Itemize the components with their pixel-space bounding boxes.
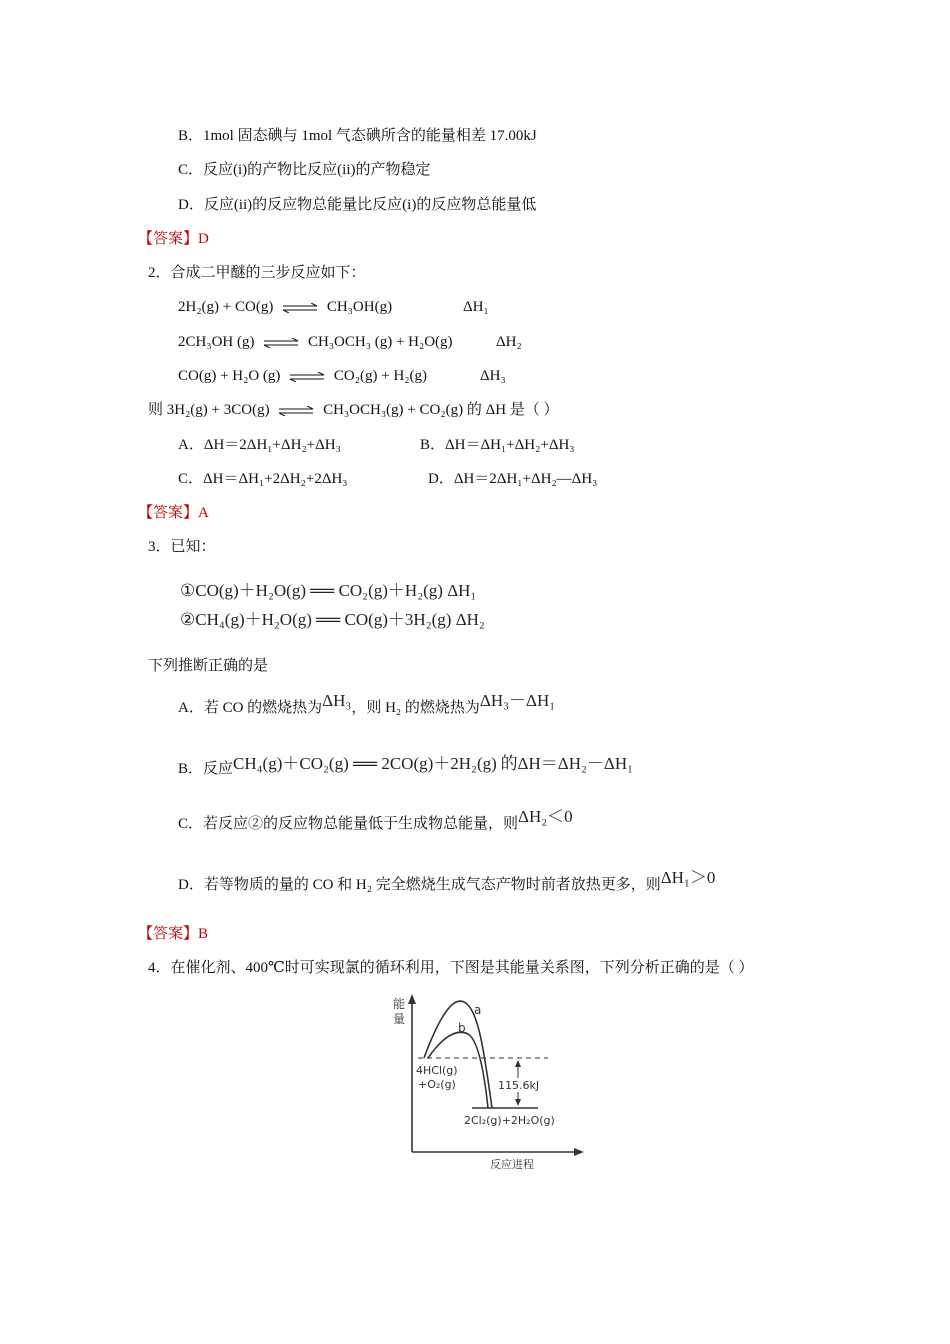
math-expression: ΔH₁＞0 [660, 868, 716, 887]
curve-a-label: a [474, 1003, 482, 1017]
equilibrium-arrow-icon [281, 303, 319, 313]
option-text: B．反应 [178, 761, 234, 777]
q2-option-b: B．ΔH＝ΔH₁+ΔH₂+ΔH₃ [420, 437, 575, 453]
q2-r1-dh: ΔH₁ [463, 299, 489, 315]
arrow-down-icon [515, 1099, 521, 1106]
math-expression: ΔH₂＜0 [518, 807, 573, 826]
math-expression: CH₄(g)＋CO₂(g) ══ 2CO(g)＋2H₂(g) [233, 754, 497, 773]
products: CO₂(g) + H₂(g) [333, 368, 427, 384]
reactants: 2CH₃OH (g) [178, 334, 255, 350]
arrow-up-icon [515, 1060, 521, 1067]
q2-option-a: A．ΔH＝2ΔH₁+ΔH₂+ΔH₃ [178, 437, 341, 453]
q1-answer [138, 229, 209, 249]
answer-value: B [198, 926, 209, 942]
q3-option-d [178, 868, 716, 895]
delta-label: 115.6kJ [498, 1079, 540, 1092]
question-prefix: 则 3H₂(g) + 3CO(g) [148, 402, 270, 418]
q2-question [148, 400, 559, 420]
answer-value: D [198, 231, 209, 247]
q4-stem: 4．在催化剂、400℃时可实现氯的循环利用，下图是其能量关系图，下列分析正确的是（ ） [148, 960, 754, 976]
equilibrium-arrow-icon [277, 406, 315, 416]
x-axis-label: 反应进程 [490, 1158, 534, 1170]
math-expression: 的ΔH＝ΔH₂－ΔH₁ [500, 754, 634, 773]
curve-b-label: b [458, 1021, 466, 1035]
option-text: D．若等物质的量的 CO 和 H₂ 完全燃烧生成气态产物时前者放热更多，则 [178, 877, 661, 893]
products: CH₃OCH₃ (g) + H₂O(g) [307, 334, 453, 350]
option-text: ，则 H₂ 的燃烧热为 [351, 700, 480, 716]
reactants: 2H₂(g) + CO(g) [178, 299, 274, 315]
answer-label: 【答案】 [138, 505, 199, 521]
q2-stem: 2．合成二甲醚的三步反应如下： [148, 265, 366, 281]
q3-equation-2: ②CH₄(g)＋H₂O(g) ══ CO(g)＋3H₂(g) ΔH₂ [180, 610, 485, 629]
q2-r2-dh: ΔH₂ [496, 334, 522, 350]
q2-option-c: C．ΔH＝ΔH₁+2ΔH₂+2ΔH₃ [178, 471, 348, 487]
reactants-label-1: 4HCl(g) [416, 1064, 458, 1077]
option-text: C．若反应②的反应物总能量低于生成物总能量，则 [178, 816, 519, 832]
y-axis-arrow-icon [408, 994, 416, 1004]
answer-value: A [198, 505, 209, 521]
q2-reaction-3 [178, 366, 427, 386]
math-expression: ΔH₃ [322, 691, 352, 710]
q3-option-c [178, 807, 573, 834]
q3-answer [138, 924, 208, 944]
curve-a [424, 1001, 492, 1108]
answer-label: 【答案】 [138, 926, 199, 942]
q1-option-d: D．反应(ii)的反应物总能量比反应(i)的反应物总能量低 [178, 197, 537, 213]
reactants: CO(g) + H₂O (g) [178, 368, 281, 384]
q1-option-b: B．1mol 固态碘与 1mol 气态碘所含的能量相差 17.00kJ [178, 128, 537, 144]
equilibrium-arrow-icon [262, 338, 300, 348]
q3-equation-1: ①CO(g)＋H₂O(g) ══ CO₂(g)＋H₂(g) ΔH₁ [180, 581, 477, 600]
q2-reaction-2 [178, 332, 453, 352]
y-axis-label-1: 能 [393, 997, 406, 1011]
q2-reaction-1 [178, 297, 392, 317]
x-axis-arrow-icon [574, 1148, 584, 1156]
energy-diagram [388, 990, 588, 1170]
y-axis-label-2: 量 [393, 1012, 406, 1026]
answer-label: 【答案】 [138, 231, 199, 247]
q3-stem: 3．已知： [148, 539, 216, 555]
products-label: 2Cl₂(g)+2H₂O(g) [464, 1114, 555, 1127]
reactants-label-2: +O₂(g) [418, 1078, 456, 1091]
q3-option-b [178, 754, 634, 779]
products: CH₃OH(g) [326, 299, 393, 315]
q3-option-a [178, 691, 556, 718]
q1-option-c: C．反应(i)的产物比反应(ii)的产物稳定 [178, 162, 431, 178]
question-suffix: CH₃OCH₃(g) + CO₂(g) 的 ΔH 是（ ） [323, 402, 559, 418]
math-expression: ΔH₃－ΔH₁ [479, 691, 556, 710]
q3-prompt: 下列推断正确的是 [148, 658, 269, 674]
q2-r3-dh: ΔH₃ [480, 368, 506, 384]
equilibrium-arrow-icon [288, 372, 326, 382]
q2-option-d: D．ΔH＝2ΔH₁+ΔH₂—ΔH₃ [428, 471, 598, 487]
option-text: A．若 CO 的燃烧热为 [178, 700, 323, 716]
q2-answer [138, 503, 209, 523]
